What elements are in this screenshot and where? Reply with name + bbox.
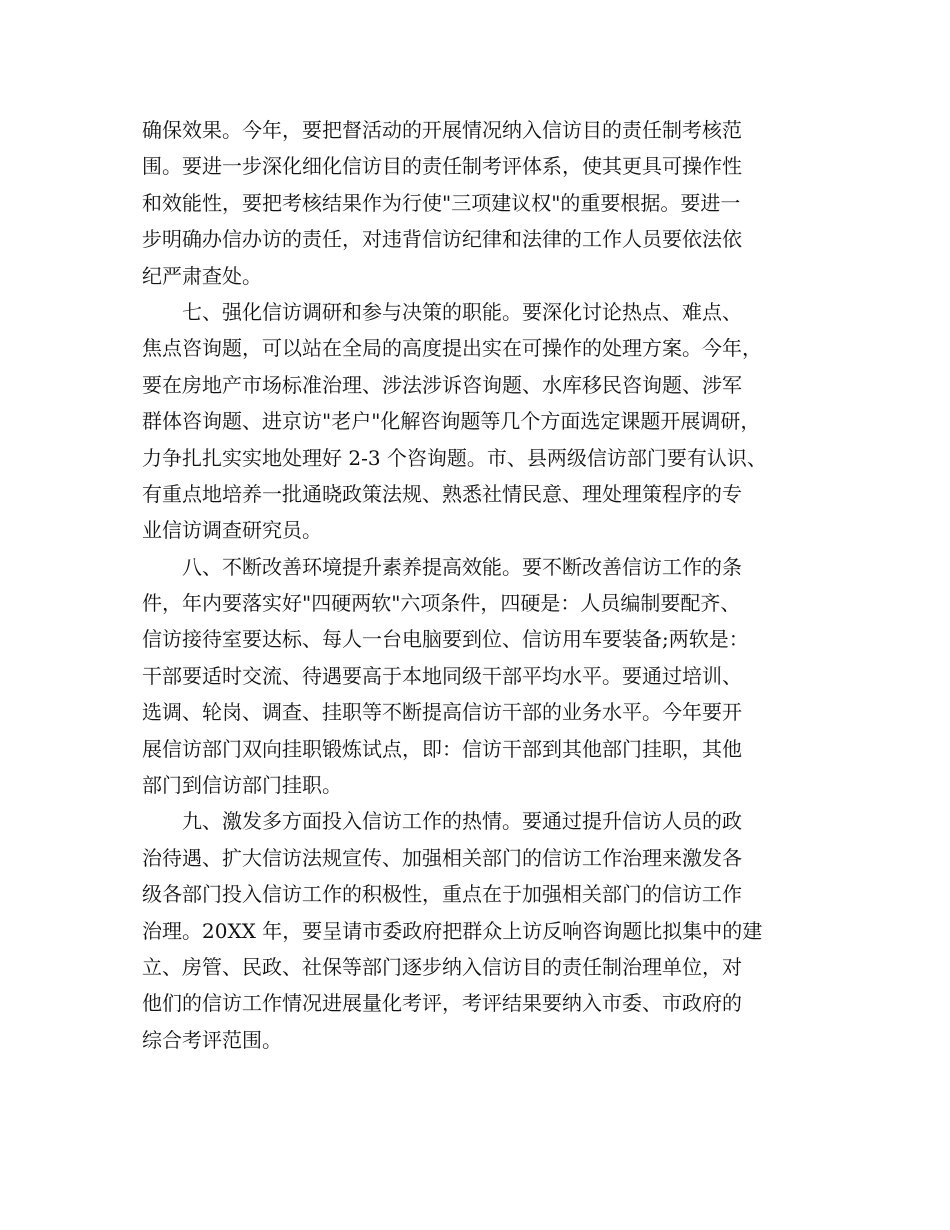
text-line: 治理。20XX 年，要呈请市委政府把群众上访反响咨询题比拟集中的建 <box>142 918 763 943</box>
text-line: 级各部门投入信访工作的积极性，重点在于加强相关部门的信访工作 <box>142 882 742 907</box>
text-line: 干部要适时交流、待遇要高于本地同级干部平均水平。要通过培训、 <box>142 663 742 688</box>
text-line: 要在房地产市场标准治理、涉法涉诉咨询题、水库移民咨询题、涉军 <box>142 372 742 397</box>
text-line: 展信访部门双向挂职锻炼试点，即：信访干部到其他部门挂职，其他 <box>142 736 742 761</box>
text-line: 力争扎扎实实地处理好 2-3 个咨询题。市、县两级信访部门要有认识、 <box>142 445 767 470</box>
text-line: 业信访调查研究员。 <box>142 518 322 543</box>
document-page <box>142 112 812 1058</box>
text-line: 确保效果。今年，要把督活动的开展情况纳入信访目的责任制考核范 <box>142 118 742 142</box>
text-line: 七、强化信访调研和参与决策的职能。要深化讨论热点、难点、 <box>182 299 742 324</box>
text-line: 件，年内要落实好"四硬两软"六项条件，四硬是：人员编制要配齐、 <box>142 591 741 616</box>
paragraph-eight <box>142 549 812 804</box>
text-line: 选调、轮岗、调查、挂职等不断提高信访干部的业务水平。今年要开 <box>142 700 742 725</box>
text-line: 和效能性，要把考核结果作为行使"三项建议权"的重要根据。要进一 <box>142 190 741 215</box>
text-line: 九、激发多方面投入信访工作的热情。要通过提升信访人员的政 <box>182 809 742 834</box>
text-line: 信访接待室要达标、每人一台电脑要到位、信访用车要装备;两软是： <box>142 627 749 652</box>
text-line: 焦点咨询题，可以站在全局的高度提出实在可操作的处理方案。今年， <box>142 336 762 361</box>
text-line: 群体咨询题、进京访"老户"化解咨询题等几个方面选定课题开展调研， <box>142 409 761 434</box>
text-line: 有重点地培养一批通晓政策法规、熟悉社情民意、理处理策程序的专 <box>142 481 742 506</box>
paragraph-nine <box>142 803 812 1058</box>
text-line: 立、房管、民政、社保等部门逐步纳入信访目的责任制治理单位，对 <box>142 954 742 979</box>
paragraph-seven <box>142 294 812 549</box>
paragraph-responsibility <box>142 112 812 294</box>
text-line: 综合考评范围。 <box>142 1027 282 1052</box>
text-line: 治待遇、扩大信访法规宣传、加强相关部门的信访工作治理来激发各 <box>142 845 742 870</box>
text-line: 他们的信访工作情况进展量化考评，考评结果要纳入市委、市政府的 <box>142 991 742 1016</box>
text-line: 部门到信访部门挂职。 <box>142 773 342 798</box>
text-line: 步明确办信办访的责任，对违背信访纪律和法律的工作人员要依法依 <box>142 227 742 252</box>
text-line: 八、不断改善环境提升素养提高效能。要不断改善信访工作的条 <box>182 554 742 579</box>
text-line: 纪严肃查处。 <box>142 263 262 288</box>
text-line: 围。要进一步深化细化信访目的责任制考评体系，使其更具可操作性 <box>142 154 742 179</box>
